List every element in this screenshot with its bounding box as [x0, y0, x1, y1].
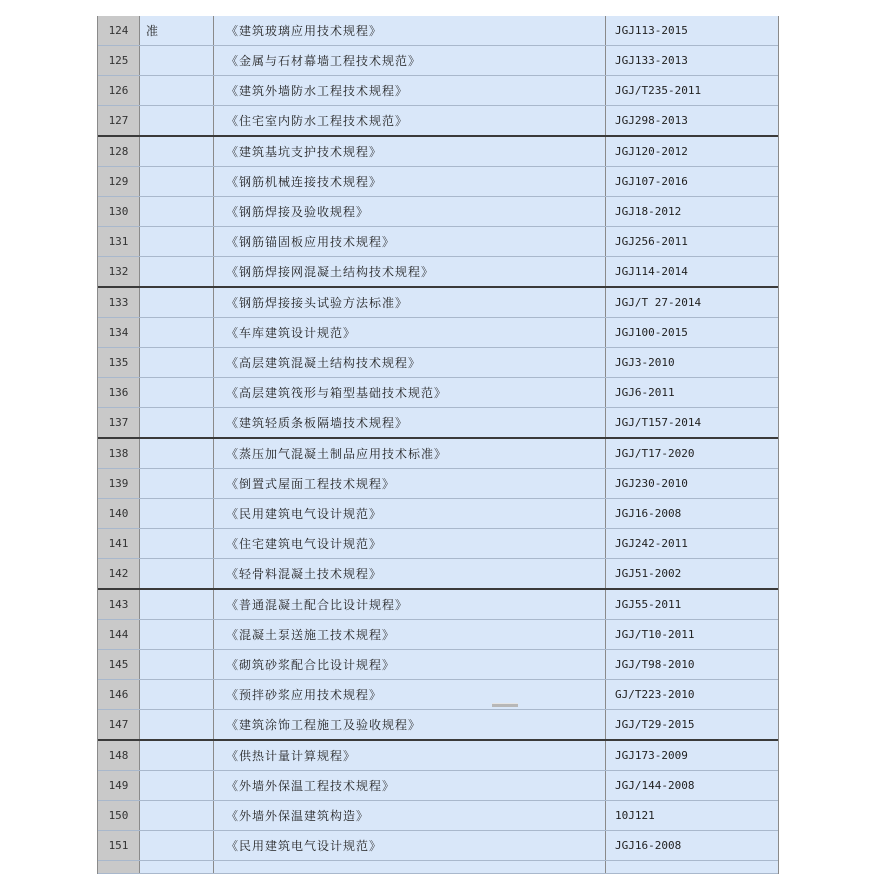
row-number: 148 — [98, 741, 140, 770]
standard-code: JGJ230-2010 — [606, 469, 778, 498]
standard-code: JGJ/T10-2011 — [606, 620, 778, 649]
standard-name: 《倒置式屋面工程技术规程》 — [214, 469, 606, 498]
row-number: 125 — [98, 46, 140, 75]
table-row — [98, 197, 778, 227]
table-row — [98, 76, 778, 106]
standard-code: JGJ6-2011 — [606, 378, 778, 407]
standard-name: 《住宅建筑电气设计规范》 — [214, 529, 606, 558]
table-row — [98, 771, 778, 801]
standard-code: JGJ256-2011 — [606, 227, 778, 256]
category-cell — [140, 408, 214, 437]
partial-cell — [606, 861, 778, 873]
category-cell — [140, 288, 214, 317]
row-number: 131 — [98, 227, 140, 256]
standard-code: JGJ18-2012 — [606, 197, 778, 226]
standard-name: 《外墙外保温工程技术规程》 — [214, 771, 606, 800]
row-number: 144 — [98, 620, 140, 649]
category-cell — [140, 741, 214, 770]
standard-code: JGJ/T235-2011 — [606, 76, 778, 105]
standard-name: 《建筑外墙防水工程技术规程》 — [214, 76, 606, 105]
category-label: 准 — [146, 24, 159, 38]
partial-cell — [98, 861, 140, 873]
row-number: 129 — [98, 167, 140, 196]
table-row — [98, 16, 778, 46]
category-cell — [140, 529, 214, 558]
row-number: 136 — [98, 378, 140, 407]
standard-name: 《轻骨料混凝土技术规程》 — [214, 559, 606, 588]
standard-code: 10J121 — [606, 801, 778, 830]
row-number: 127 — [98, 106, 140, 135]
row-number: 135 — [98, 348, 140, 377]
scroll-marker — [492, 703, 518, 707]
standard-name: 《民用建筑电气设计规范》 — [214, 831, 606, 860]
table-row — [98, 408, 778, 439]
standard-code: JGJ/T157-2014 — [606, 408, 778, 437]
table-row — [98, 106, 778, 137]
standard-name: 《砌筑砂浆配合比设计规程》 — [214, 650, 606, 679]
standard-code: JGJ133-2013 — [606, 46, 778, 75]
table-row-partial — [98, 861, 778, 874]
standard-code: JGJ/T 27-2014 — [606, 288, 778, 317]
standard-name: 《高层建筑筏形与箱型基础技术规范》 — [214, 378, 606, 407]
row-number: 143 — [98, 590, 140, 619]
row-number: 138 — [98, 439, 140, 468]
standard-code: JGJ16-2008 — [606, 499, 778, 528]
standard-name: 《建筑基坑支护技术规程》 — [214, 137, 606, 166]
standards-table — [97, 16, 779, 874]
standard-code: GJ/T223-2010 — [606, 680, 778, 709]
row-number: 149 — [98, 771, 140, 800]
standard-name: 《建筑涂饰工程施工及验收规程》 — [214, 710, 606, 739]
category-cell — [140, 559, 214, 588]
category-cell — [140, 76, 214, 105]
category-cell — [140, 771, 214, 800]
table-row — [98, 529, 778, 559]
row-number: 147 — [98, 710, 140, 739]
table-row — [98, 167, 778, 197]
standard-name: 《住宅室内防水工程技术规范》 — [214, 106, 606, 135]
category-cell — [140, 439, 214, 468]
standard-code: JGJ/144-2008 — [606, 771, 778, 800]
table-row — [98, 590, 778, 620]
row-number: 141 — [98, 529, 140, 558]
standard-name: 《外墙外保温建筑构造》 — [214, 801, 606, 830]
row-number: 140 — [98, 499, 140, 528]
category-cell — [140, 137, 214, 166]
row-number: 124 — [98, 16, 140, 45]
table-row — [98, 831, 778, 861]
standard-name: 《建筑玻璃应用技术规程》 — [214, 16, 606, 45]
table-row — [98, 469, 778, 499]
category-cell — [140, 499, 214, 528]
standard-name: 《普通混凝土配合比设计规程》 — [214, 590, 606, 619]
row-number: 128 — [98, 137, 140, 166]
standard-code: JGJ242-2011 — [606, 529, 778, 558]
table-row — [98, 680, 778, 710]
standard-name: 《预拌砂浆应用技术规程》 — [214, 680, 606, 709]
table-row — [98, 378, 778, 408]
table-row — [98, 348, 778, 378]
row-number: 151 — [98, 831, 140, 860]
category-cell — [140, 46, 214, 75]
row-number: 146 — [98, 680, 140, 709]
table-row — [98, 710, 778, 741]
row-number: 137 — [98, 408, 140, 437]
row-number: 130 — [98, 197, 140, 226]
standard-code: JGJ55-2011 — [606, 590, 778, 619]
standard-code: JGJ100-2015 — [606, 318, 778, 347]
table-row — [98, 801, 778, 831]
table-row — [98, 137, 778, 167]
standard-code: JGJ51-2002 — [606, 559, 778, 588]
category-cell — [140, 227, 214, 256]
standard-name: 《钢筋焊接网混凝土结构技术规程》 — [214, 257, 606, 286]
standard-name: 《钢筋焊接及验收规程》 — [214, 197, 606, 226]
standard-code: JGJ114-2014 — [606, 257, 778, 286]
standard-code: JGJ/T17-2020 — [606, 439, 778, 468]
standard-name: 《蒸压加气混凝土制品应用技术标准》 — [214, 439, 606, 468]
category-cell — [140, 378, 214, 407]
standard-code: JGJ173-2009 — [606, 741, 778, 770]
table-row — [98, 227, 778, 257]
standard-code: JGJ107-2016 — [606, 167, 778, 196]
table-row — [98, 499, 778, 529]
table-row — [98, 46, 778, 76]
category-cell — [140, 620, 214, 649]
category-cell — [140, 650, 214, 679]
category-cell — [140, 318, 214, 347]
standard-name: 《高层建筑混凝土结构技术规程》 — [214, 348, 606, 377]
category-cell — [140, 197, 214, 226]
standard-name: 《钢筋焊接接头试验方法标准》 — [214, 288, 606, 317]
standard-name: 《民用建筑电气设计规范》 — [214, 499, 606, 528]
category-cell — [140, 469, 214, 498]
category-cell — [140, 801, 214, 830]
standard-code: JGJ3-2010 — [606, 348, 778, 377]
table-row — [98, 620, 778, 650]
standard-code: JGJ120-2012 — [606, 137, 778, 166]
standard-name: 《混凝土泵送施工技术规程》 — [214, 620, 606, 649]
row-number: 126 — [98, 76, 140, 105]
partial-cell — [214, 861, 606, 873]
row-number: 132 — [98, 257, 140, 286]
table-row — [98, 741, 778, 771]
row-number: 133 — [98, 288, 140, 317]
row-number: 134 — [98, 318, 140, 347]
category-cell — [140, 106, 214, 135]
standard-code: JGJ113-2015 — [606, 16, 778, 45]
standard-name: 《供热计量计算规程》 — [214, 741, 606, 770]
category-cell — [140, 710, 214, 739]
category-cell — [140, 831, 214, 860]
standard-name: 《钢筋机械连接技术规程》 — [214, 167, 606, 196]
standard-code: JGJ/T98-2010 — [606, 650, 778, 679]
category-cell — [140, 167, 214, 196]
standard-name: 《金属与石材幕墙工程技术规范》 — [214, 46, 606, 75]
category-cell — [140, 348, 214, 377]
category-cell — [140, 590, 214, 619]
partial-cell — [140, 861, 214, 873]
standard-code: JGJ298-2013 — [606, 106, 778, 135]
standard-name: 《车库建筑设计规范》 — [214, 318, 606, 347]
row-number: 145 — [98, 650, 140, 679]
category-cell — [140, 680, 214, 709]
table-row — [98, 439, 778, 469]
table-row — [98, 559, 778, 590]
standard-name: 《钢筋锚固板应用技术规程》 — [214, 227, 606, 256]
table-row — [98, 318, 778, 348]
category-cell — [140, 257, 214, 286]
table-row — [98, 288, 778, 318]
row-number: 150 — [98, 801, 140, 830]
table-row — [98, 257, 778, 288]
row-number: 142 — [98, 559, 140, 588]
standard-code: JGJ16-2008 — [606, 831, 778, 860]
row-number: 139 — [98, 469, 140, 498]
standard-code: JGJ/T29-2015 — [606, 710, 778, 739]
standard-name: 《建筑轻质条板隔墙技术规程》 — [214, 408, 606, 437]
table-row — [98, 650, 778, 680]
